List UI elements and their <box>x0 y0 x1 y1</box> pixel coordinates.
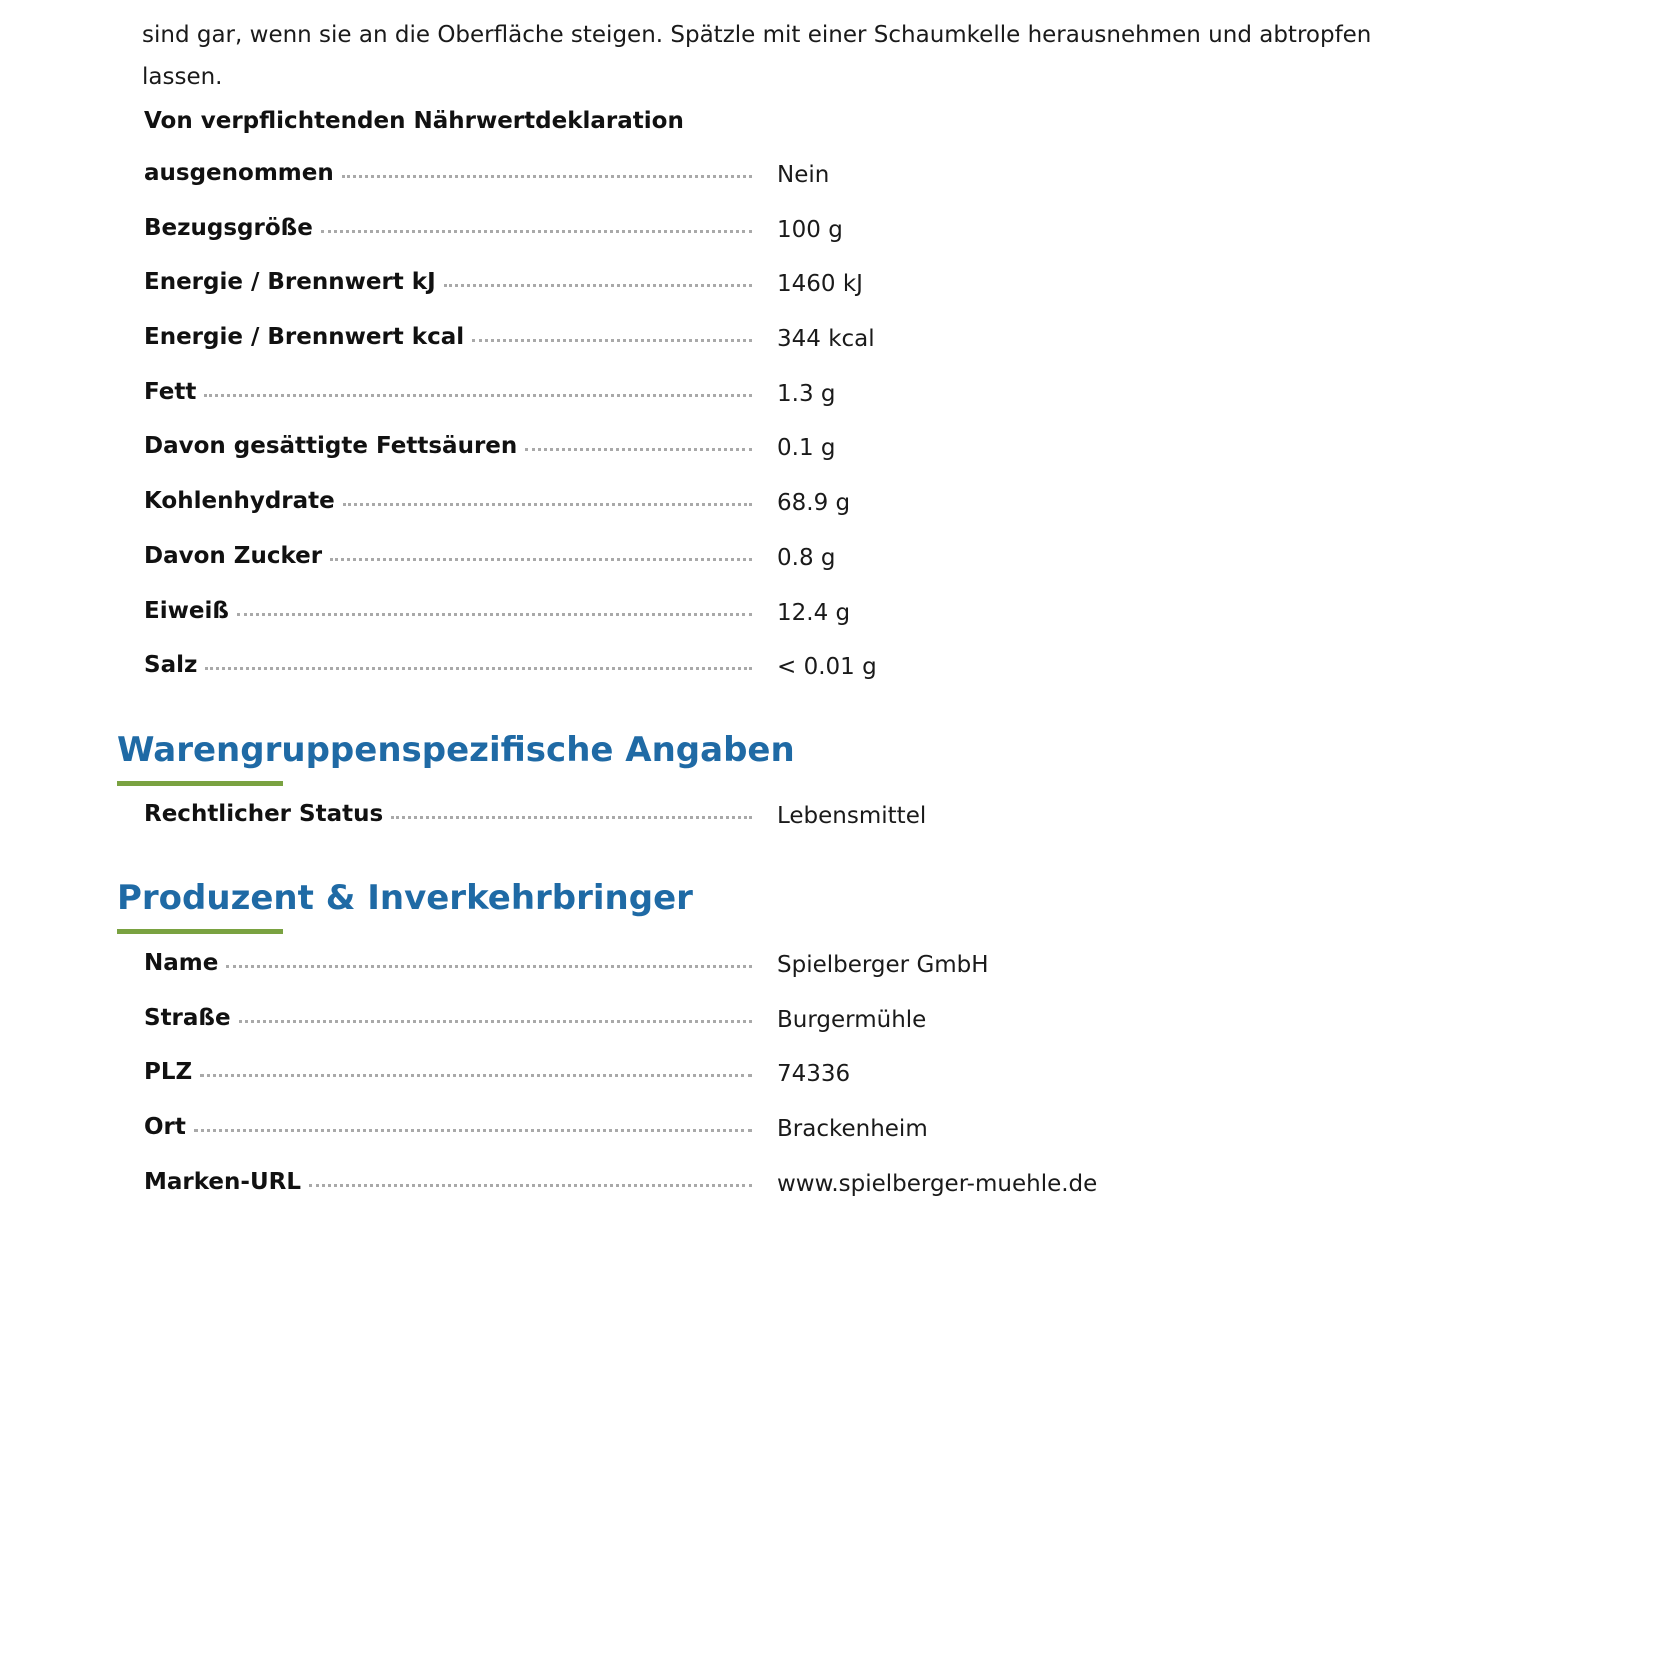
row-label: Davon Zucker <box>144 542 323 569</box>
row-label: PLZ <box>144 1059 193 1086</box>
row-value: Nein <box>777 162 830 188</box>
table-row <box>144 997 1244 1052</box>
row-label: Straße <box>144 1004 231 1031</box>
row-value: 1.3 g <box>777 380 836 407</box>
dotted-leader <box>330 558 752 561</box>
dotted-leader <box>321 230 752 233</box>
row-label: ausgenommen <box>144 160 334 186</box>
dotted-leader <box>525 448 752 451</box>
row-label: Name <box>144 950 219 976</box>
row-value: 1460 kJ <box>777 271 863 298</box>
dotted-leader <box>472 339 752 342</box>
dotted-leader <box>391 816 752 819</box>
table-row <box>144 371 1244 426</box>
table-row <box>144 644 1244 699</box>
dotted-leader <box>239 1020 752 1023</box>
row-label: Ort <box>144 1114 186 1141</box>
nutrition-heading: Von verpflichtenden Nährwertdeklaration <box>144 108 684 134</box>
row-label: Energie / Brennwert kJ <box>144 269 436 296</box>
intro-paragraph <box>142 14 1372 98</box>
row-label: Energie / Brennwert kcal <box>144 324 465 351</box>
produzent-table <box>144 942 1244 1215</box>
row-value: 344 kcal <box>777 326 875 353</box>
row-label: Bezugsgröße <box>144 214 313 241</box>
dotted-leader <box>343 503 752 506</box>
table-row <box>144 261 1244 316</box>
table-row <box>144 942 1244 997</box>
row-label: Salz <box>144 652 198 679</box>
table-row <box>144 480 1244 535</box>
table-row <box>144 1106 1244 1161</box>
row-value: < 0.01 g <box>777 654 877 681</box>
table-row <box>144 793 1244 848</box>
section-title-produzent: Produzent & Inverkehrbringer <box>117 878 693 918</box>
dotted-leader <box>205 667 752 670</box>
dotted-leader <box>204 394 752 397</box>
dotted-leader <box>309 1184 752 1187</box>
row-value: 68.9 g <box>777 490 851 517</box>
brand-url-link[interactable]: www.spielberger-muehle.de <box>777 1170 1098 1197</box>
table-row <box>144 425 1244 480</box>
table-row <box>144 1161 1244 1216</box>
intro-line-1: sind gar, wenn sie an die Oberfläche steigen. Spätzle mit einer Schaumkelle herausnehmen und abtropfen <box>142 22 1372 48</box>
section-title-warengruppe: Warengruppenspezifische Angaben <box>117 730 795 770</box>
nutrition-table <box>144 152 1244 699</box>
row-value: 100 g <box>777 216 843 243</box>
row-label: Eiweiß <box>144 597 229 624</box>
row-value: 12.4 g <box>777 599 851 626</box>
dotted-leader <box>226 965 752 968</box>
row-label: Fett <box>144 378 197 405</box>
table-row <box>144 152 1244 207</box>
section-underline <box>117 929 283 934</box>
row-value: Spielberger GmbH <box>777 952 989 978</box>
row-value: Lebensmittel <box>777 803 927 829</box>
dotted-leader <box>194 1129 752 1132</box>
table-row <box>144 207 1244 262</box>
row-label: Marken-URL <box>144 1168 301 1195</box>
row-value: 0.8 g <box>777 544 836 571</box>
table-row <box>144 535 1244 590</box>
section-underline <box>117 781 283 786</box>
intro-line-2: lassen. <box>142 64 223 90</box>
dotted-leader <box>444 284 752 287</box>
row-value: 0.1 g <box>777 435 836 462</box>
dotted-leader <box>237 613 752 616</box>
dotted-leader <box>200 1074 752 1077</box>
table-row <box>144 590 1244 645</box>
warengruppe-table <box>144 793 1244 848</box>
row-value: Brackenheim <box>777 1116 928 1143</box>
row-label: Davon gesättigte Fettsäuren <box>144 433 518 460</box>
table-row <box>144 1051 1244 1106</box>
row-label: Rechtlicher Status <box>144 801 384 827</box>
row-value: Burgermühle <box>777 1006 927 1033</box>
dotted-leader <box>342 175 752 178</box>
row-value: 74336 <box>777 1061 851 1088</box>
row-label: Kohlenhydrate <box>144 488 335 515</box>
table-row <box>144 316 1244 371</box>
